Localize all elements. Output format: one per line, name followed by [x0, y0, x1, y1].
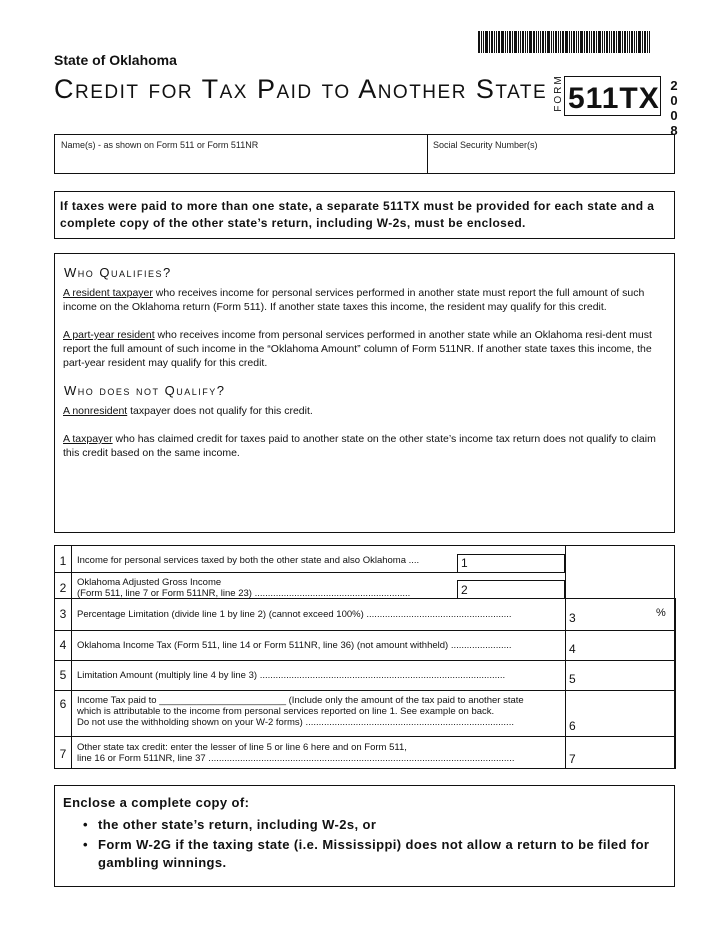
barcode-bar — [578, 31, 579, 53]
barcode-bar — [649, 31, 650, 53]
part-year-term: A part-year resident — [63, 329, 155, 341]
line-5-input[interactable] — [565, 660, 676, 691]
credit-calculation-table — [54, 545, 675, 769]
barcode-bar — [634, 31, 635, 53]
resident-paragraph — [61, 286, 668, 314]
taxpayer-info-bar — [54, 134, 675, 174]
barcode-bar — [609, 31, 610, 53]
barcode-bar — [591, 31, 592, 53]
line-2-label-a: Oklahoma Adjusted Gross Income — [77, 577, 222, 588]
line-6-input[interactable] — [565, 690, 676, 737]
barcode-bar — [545, 31, 546, 53]
list-item: • the other state’s return, including W-2s, or — [83, 816, 666, 834]
barcode-bar — [542, 31, 544, 53]
taxpayer-text: who has claimed credit for taxes paid to another state on the other state’s income tax return does not qualify to claim this credit based on the same income. — [63, 433, 656, 459]
barcode-bar — [624, 31, 626, 53]
barcode-bar — [647, 31, 648, 53]
line-3-box-number: 3 — [569, 611, 576, 625]
line-7-label-b: line 16 or Form 511NR, line 37 .................................................................................................................... — [77, 753, 515, 764]
barcode-bar — [498, 31, 500, 53]
name-field[interactable] — [57, 151, 423, 172]
barcode-bar — [491, 31, 493, 53]
line-3-label: Percentage Limitation (divide line 1 by line 2) (cannot exceed 100%) ....................................................... — [77, 609, 512, 620]
barcode-bar — [562, 31, 564, 53]
enclose-list — [63, 816, 666, 872]
barcode-bar — [560, 31, 561, 53]
barcode-bar — [627, 31, 628, 53]
year-digit: 8 — [670, 123, 678, 138]
barcode-bar — [558, 31, 559, 53]
line-5-box-number: 5 — [569, 672, 576, 686]
barcode-bar — [584, 31, 585, 53]
line-1-box-number: 1 — [461, 556, 468, 570]
barcode-bar — [618, 31, 621, 53]
barcode-bar — [507, 31, 508, 53]
barcode — [478, 31, 675, 53]
barcode-bar — [604, 31, 605, 53]
line-6-label-b: which is attributable to the income from personal services reported on line 1. See example on back. — [77, 706, 495, 717]
name-field-label: Name(s) - as shown on Form 511 or Form 511NR — [61, 140, 259, 150]
barcode-bar — [483, 31, 484, 53]
qualification-section — [54, 253, 675, 533]
barcode-bar — [485, 31, 488, 53]
barcode-bar — [553, 31, 554, 53]
line-6-box-number: 6 — [569, 719, 576, 733]
barcode-bar — [527, 31, 528, 53]
line-2-input[interactable] — [457, 580, 565, 599]
barcode-bar — [571, 31, 572, 53]
barcode-bar — [489, 31, 490, 53]
barcode-bar — [611, 31, 612, 53]
barcode-bar — [631, 31, 633, 53]
nonresident-term: A nonresident — [63, 405, 128, 417]
line-number: 6 — [59, 697, 67, 711]
taxpayer-term: A taxpayer — [63, 433, 113, 445]
nonresident-paragraph — [61, 404, 668, 418]
resident-text: who receives income for personal services performed in another state must report the full amount of such income on the Oklahoma return (Form 511). If another state taxes this income, the resident may qualify for this credit. — [63, 287, 645, 313]
line-number: 3 — [59, 607, 67, 621]
barcode-bar — [642, 31, 643, 53]
barcode-bar — [613, 31, 615, 53]
line-4-input[interactable] — [565, 630, 676, 661]
barcode-bar — [525, 31, 526, 53]
form-title: Credit for Tax Paid to Another State — [54, 74, 548, 104]
line-6-label-a: Income Tax paid to ________________________ (Include only the amount of the tax paid to another state — [77, 695, 524, 706]
enclose-heading: Enclose a complete copy of: — [63, 795, 250, 810]
barcode-bar — [496, 31, 497, 53]
barcode-bar — [573, 31, 575, 53]
barcode-bar — [501, 31, 504, 53]
barcode-bar — [481, 31, 482, 53]
barcode-bar — [569, 31, 570, 53]
ssn-field-label: Social Security Number(s) — [433, 140, 538, 150]
line-4-label: Oklahoma Income Tax (Form 511, line 14 or Form 511NR, line 36) (not amount withheld) ....................... — [77, 640, 512, 651]
state-name: State of Oklahoma — [54, 52, 177, 68]
shaded-area — [565, 546, 675, 598]
barcode-bar — [551, 31, 552, 53]
barcode-bar — [636, 31, 637, 53]
list-item: • Form W-2G if the taxing state (i.e. Mississippi) does not allow a return to be filed for gambling winnings. — [83, 836, 666, 872]
ssn-field[interactable] — [431, 151, 671, 172]
part-year-text: who receives income from personal services performed in another state while an Oklahoma resi-dent must report the full amount of such income in the “Oklahoma Amount” column of Form 511NR. If another state taxes this income, the part-year resident may qualify for this credit. — [63, 329, 652, 369]
barcode-bar — [606, 31, 608, 53]
barcode-bar — [576, 31, 577, 53]
line-number: 5 — [59, 668, 67, 682]
line-7-box-number: 7 — [569, 752, 576, 766]
line-number: 7 — [59, 747, 67, 761]
line-5-label: Limitation Amount (multiply line 4 by line 3) ............................................................................................. — [77, 670, 506, 681]
barcode-bar — [638, 31, 641, 53]
tax-year — [667, 78, 681, 138]
barcode-bar — [644, 31, 646, 53]
who-does-not-qualify-heading: Who does not Qualify? — [64, 383, 226, 398]
line-2-label-b: (Form 511, line 7 or Form 511NR, line 23) ........................................................... — [77, 588, 411, 599]
barcode-bar — [586, 31, 588, 53]
line-number: 4 — [59, 638, 67, 652]
line-6-label — [77, 695, 524, 728]
line-4-box-number: 4 — [569, 642, 576, 656]
year-digit: 0 — [670, 108, 678, 123]
line-1-input[interactable] — [457, 554, 565, 573]
barcode-bar — [565, 31, 568, 53]
form-number: 511TX — [568, 82, 660, 115]
barcode-bar — [494, 31, 495, 53]
part-year-paragraph — [61, 328, 668, 370]
who-qualifies-heading: Who Qualifies? — [64, 265, 172, 280]
multiple-states-notice: If taxes were paid to more than one state, a separate 511TX must be provided for each state and a complete copy of the other state’s return, including W-2s, must be enclosed. — [54, 191, 675, 239]
line-6-label-c: Do not use the withholding shown on your W-2 forms) ............................................................................... — [77, 717, 514, 728]
barcode-bar — [598, 31, 601, 53]
barcode-bar — [533, 31, 535, 53]
barcode-bar — [602, 31, 603, 53]
barcode-bar — [478, 31, 480, 53]
row-divider — [55, 572, 457, 573]
line-7-input[interactable] — [565, 736, 676, 769]
line-number: 1 — [59, 554, 67, 568]
barcode-bar — [547, 31, 550, 53]
resident-term: A resident taxpayer — [63, 287, 153, 299]
barcode-bar — [536, 31, 537, 53]
year-digit: 2 — [670, 78, 678, 93]
barcode-bar — [616, 31, 617, 53]
barcode-bar — [505, 31, 506, 53]
barcode-bar — [529, 31, 532, 53]
barcode-bar — [538, 31, 539, 53]
year-digit: 0 — [670, 93, 678, 108]
barcode-bar — [593, 31, 595, 53]
barcode-bar — [622, 31, 623, 53]
barcode-bar — [509, 31, 511, 53]
nonresident-text: taxpayer does not qualify for this credit. — [127, 405, 313, 417]
barcode-bar — [596, 31, 597, 53]
barcode-bar — [522, 31, 524, 53]
field-divider — [427, 135, 428, 173]
barcode-bar — [514, 31, 517, 53]
form-word-vertical: FORM — [552, 74, 564, 112]
barcode-bar — [580, 31, 583, 53]
line-7-label — [77, 742, 514, 764]
barcode-bar — [520, 31, 521, 53]
line-number: 2 — [59, 581, 67, 595]
line-2-box-number: 2 — [461, 583, 468, 597]
barcode-bar — [512, 31, 513, 53]
barcode-bar — [540, 31, 541, 53]
line-7-label-a: Other state tax credit: enter the lesser of line 5 or line 6 here and on Form 511, — [77, 742, 407, 753]
barcode-bar — [589, 31, 590, 53]
barcode-bar — [555, 31, 557, 53]
barcode-bar — [629, 31, 630, 53]
line-1-label: Income for personal services taxed by both the other state and also Oklahoma .... — [77, 555, 420, 566]
barcode-bar — [518, 31, 519, 53]
percent-sign: % — [656, 607, 666, 619]
taxpayer-paragraph — [61, 432, 668, 460]
enclosure-instructions — [54, 785, 675, 887]
line-2-label — [77, 577, 410, 599]
